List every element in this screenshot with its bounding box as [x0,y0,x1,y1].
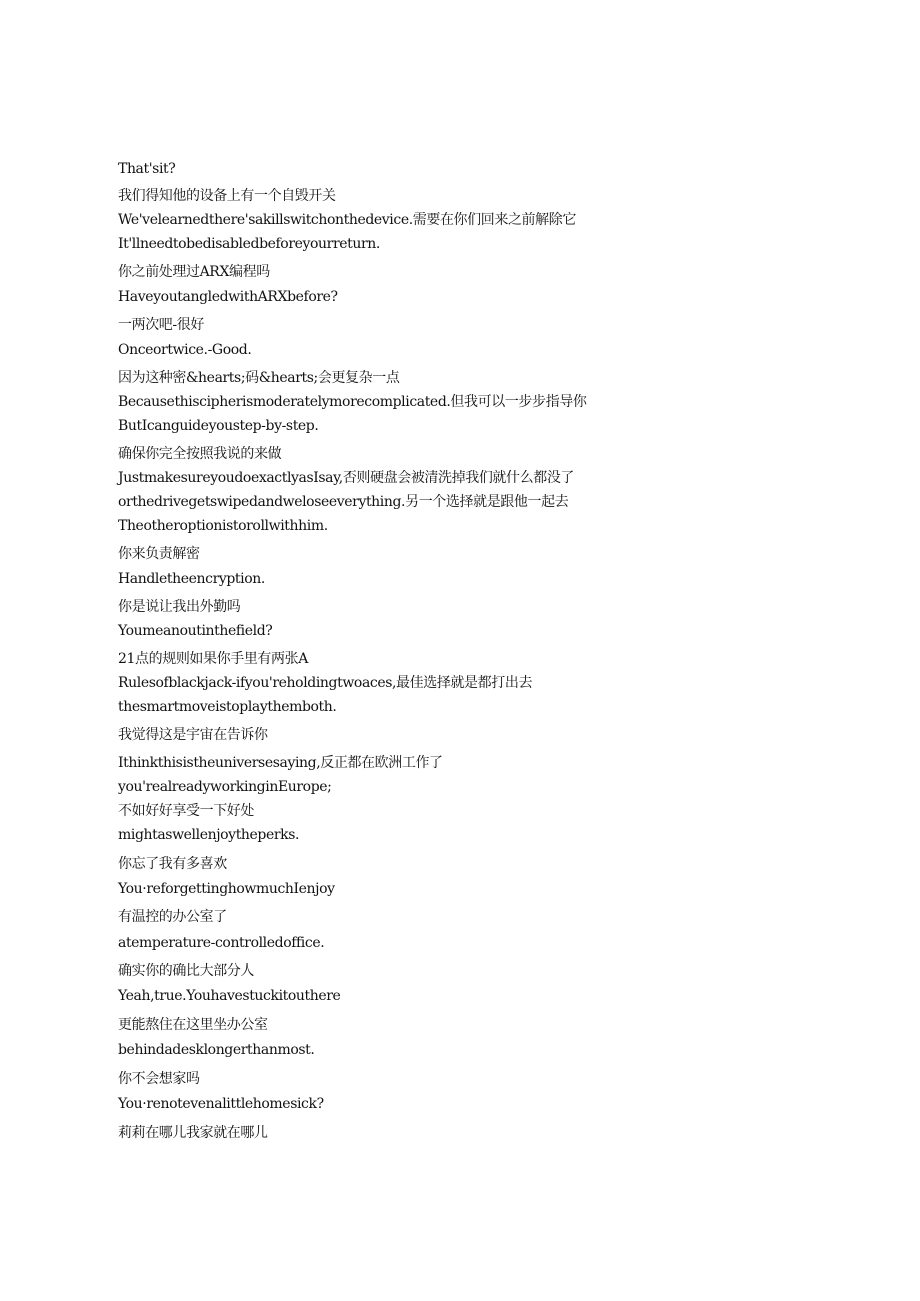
text-line: 不如好好享受一下好处 [118,803,254,819]
text-line: 21点的规则如果你手里有两张A [118,651,308,667]
text-line: 莉莉在哪儿我家就在哪儿 [118,1125,268,1141]
text-line: HaveyoutangledwithARXbefore? [118,289,338,305]
text-line: 你是说让我出外勤吗 [118,599,241,615]
text-line: 确实你的确比大部分人 [118,963,254,979]
text-line: behindadesklongerthanmost. [118,1042,315,1058]
text-line: 你忘了我有多喜欢 [118,856,227,872]
text-line: We'velearnedthere'sakillswitchonthedevice.需要在你们回来之前解除它 [118,212,576,228]
text-line: 我觉得这是宇宙在告诉你 [118,727,268,743]
text-line: you'realreadyworkinginEurope; [118,779,332,795]
text-line: Becausethiscipherismoderatelymorecomplicated.但我可以一步步指导你 [118,394,587,410]
text-line: thesmartmoveistoplaythemboth. [118,699,337,715]
text-line: Rulesofblackjack-ifyou'reholdingtwoaces,最佳选择就是都打出去 [118,675,533,691]
text-line: 你之前处理过ARX编程吗 [118,264,270,280]
text-line: 确保你完全按照我说的来做 [118,446,282,462]
text-line: Theotheroptionistorollwithhim. [118,518,328,534]
text-line: 更能熬住在这里坐办公室 [118,1017,268,1033]
text-line: mightaswellenjoytheperks. [118,827,300,843]
text-line: 有温控的办公室了 [118,909,227,925]
text-line: 因为这种密&hearts;码&hearts;会更复杂一点 [118,370,400,386]
text-line: Handletheencryption. [118,571,265,587]
text-line: Onceortwice.-Good. [118,342,252,358]
text-line: You·reforgettinghowmuchIenjoy [118,881,335,897]
text-line: 你来负责解密 [118,546,200,562]
text-line: 一两次吧-很好 [118,317,204,333]
text-line: 你不会想家吗 [118,1071,200,1087]
text-line: JustmakesureyoudoexactlyasIsay,否则硬盘会被清洗掉我们就什么都没了 [118,470,575,486]
text-line: Yeah,true.Youhavestuckitouthere [118,988,341,1004]
text-line: ButIcanguideyoustep-by-step. [118,418,319,434]
text-line: Ithinkthisistheuniversesaying,反正都在欧洲工作了 [118,755,443,771]
text-line: It'llneedtobedisabledbeforeyourreturn. [118,236,380,252]
text-line: That'sit? [118,161,176,177]
text-line: orthedrivegetswipedandweloseeverything.另一个选择就是跟他一起去 [118,494,569,510]
text-line: Youmeanoutinthefield? [118,623,273,639]
text-line: 我们得知他的设备上有一个自毁开关 [118,188,336,204]
text-line: atemperature-controlledoffice. [118,935,325,951]
text-line: You·renotevenalittlehomesick? [118,1096,324,1112]
